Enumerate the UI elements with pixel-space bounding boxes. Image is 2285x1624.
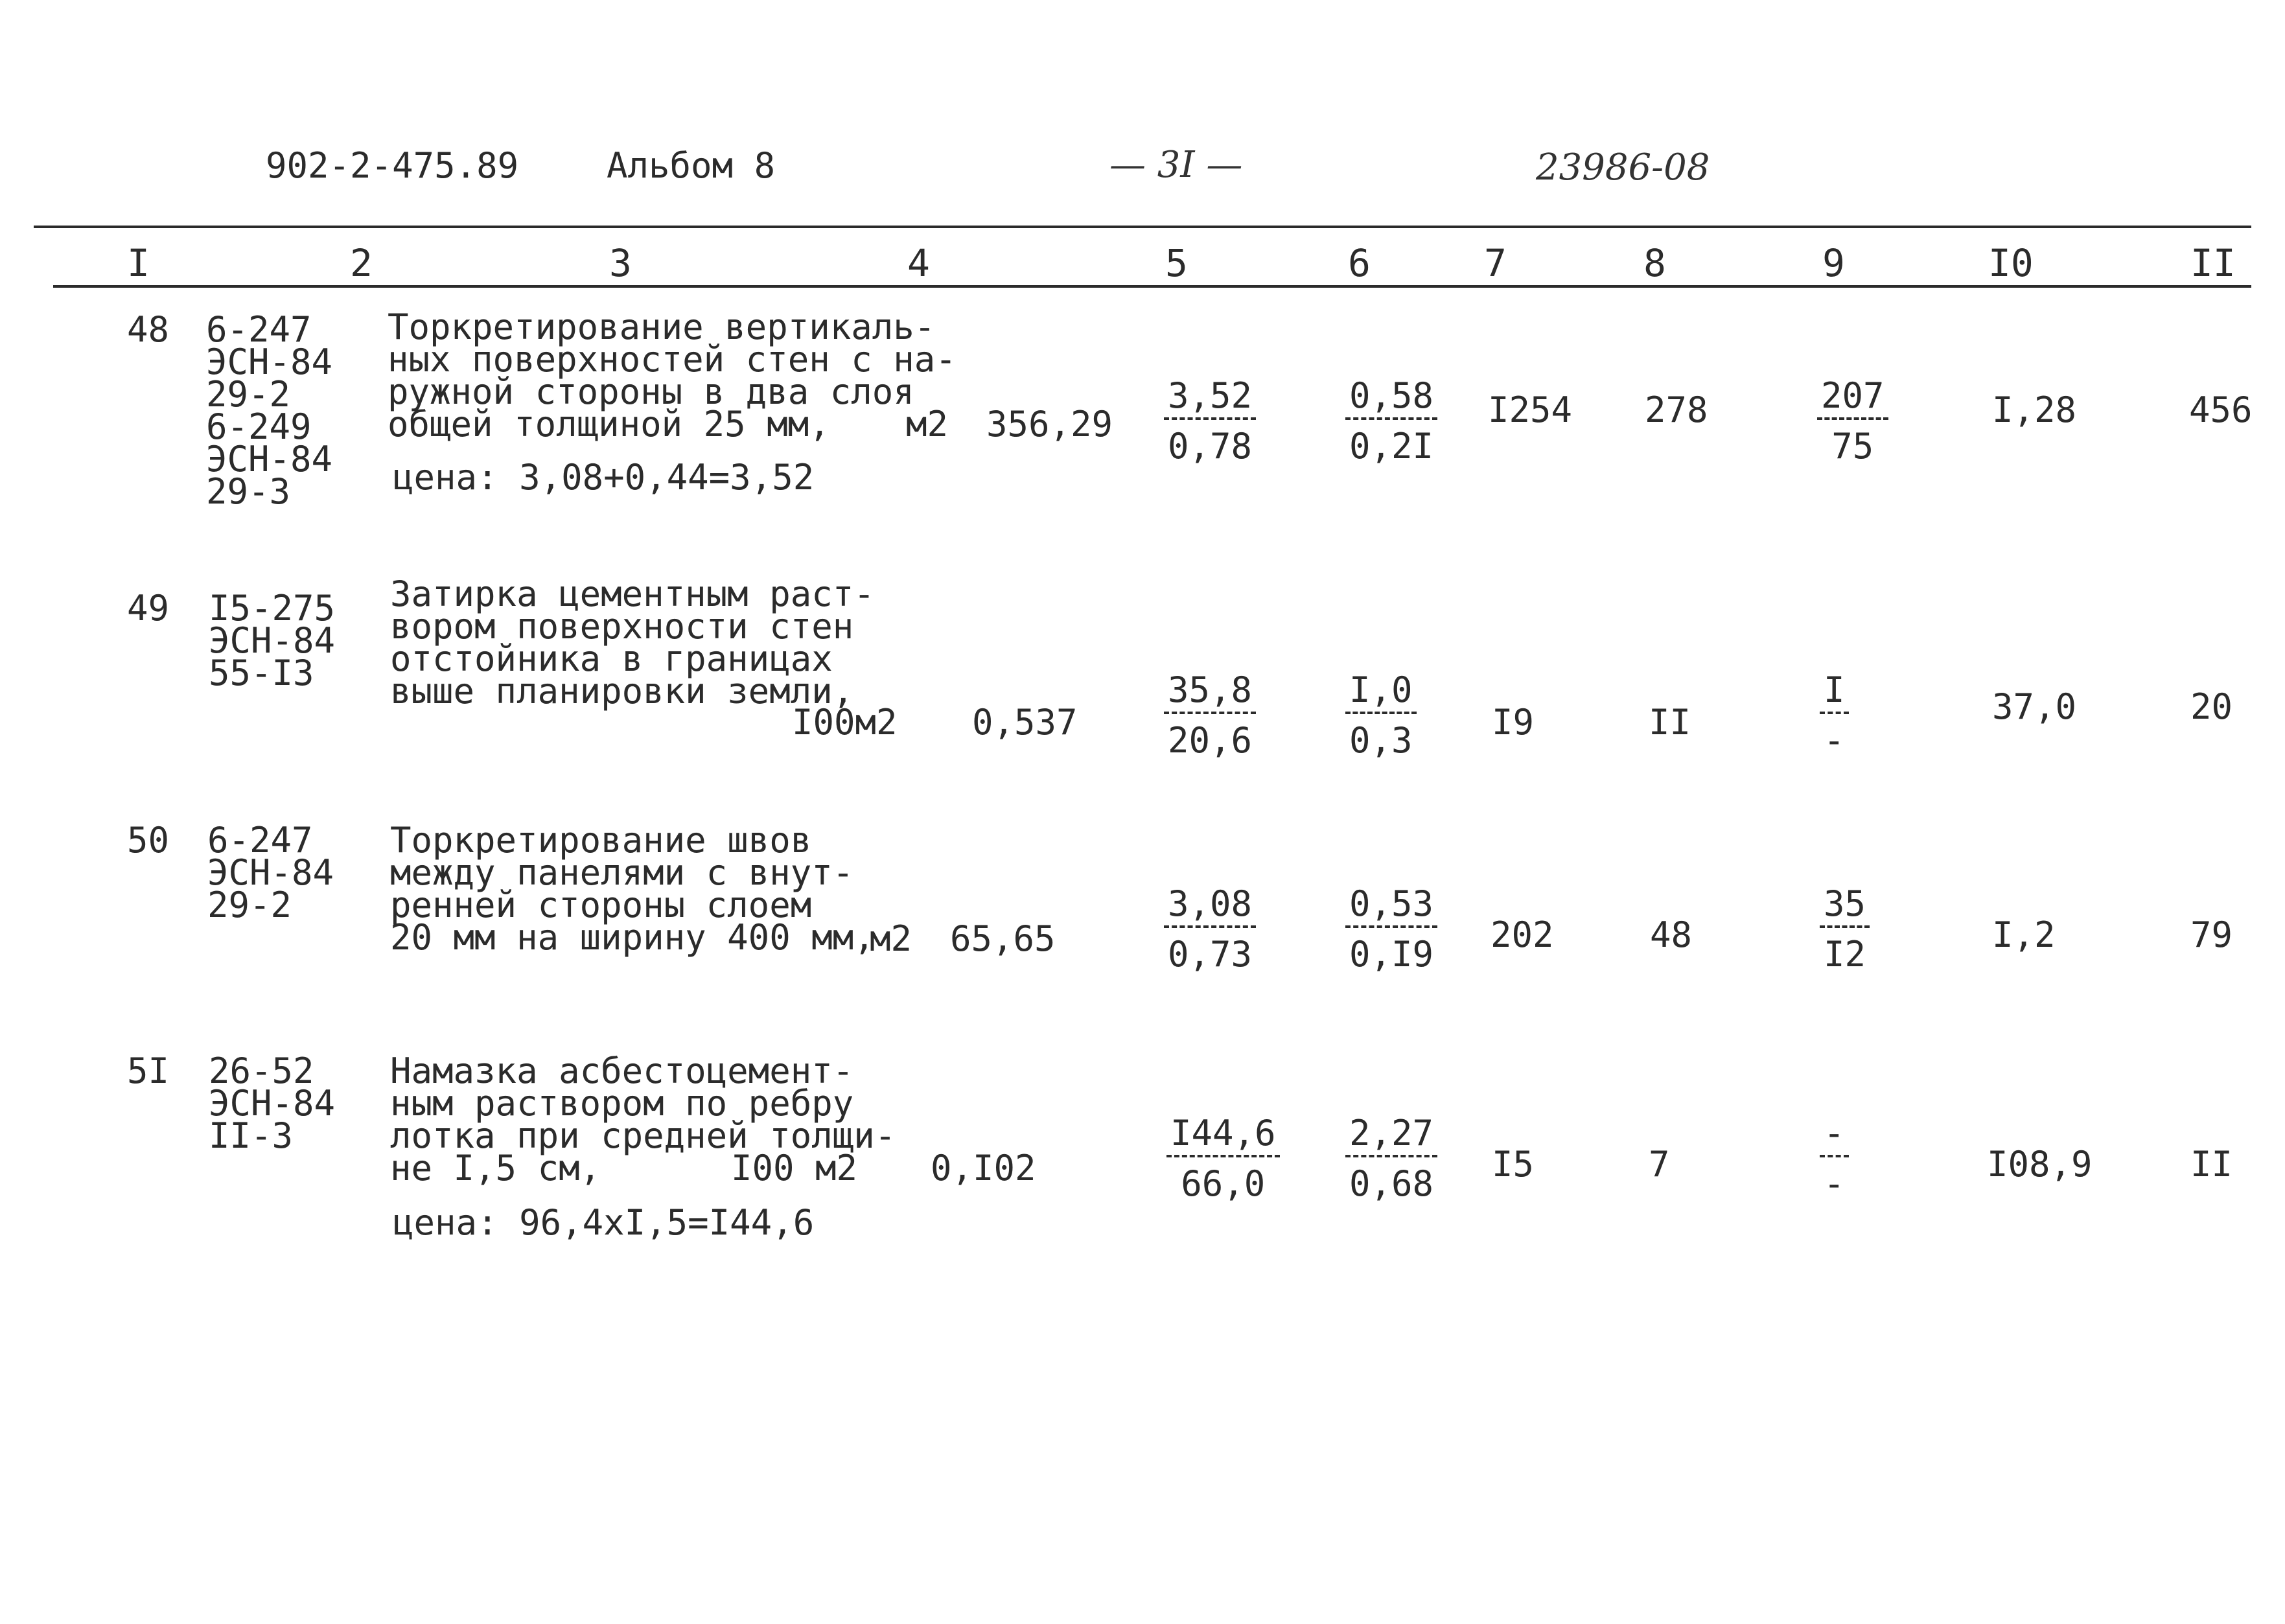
col5-bottom: 66,0 xyxy=(1181,1163,1266,1204)
unit: I00м2 xyxy=(792,702,898,743)
column-number: 3 xyxy=(609,241,632,285)
col9-top: I xyxy=(1820,673,1849,714)
column-number: 6 xyxy=(1348,241,1371,285)
col8-value: 48 xyxy=(1650,914,1693,955)
column-number: 4 xyxy=(907,241,930,285)
quantity: 65,65 xyxy=(950,918,1056,959)
col9-top: - xyxy=(1820,1116,1849,1157)
work-description: Намазка асбестоцемент- ным раствором по ребру лотка при средней толщи- не I,5 см, xyxy=(390,1050,896,1189)
header-bottom-rule xyxy=(53,285,2251,288)
col10-value: 37,0 xyxy=(1992,686,2077,727)
col6-fraction xyxy=(1345,669,1417,761)
col11-value: 456 xyxy=(2189,389,2253,430)
col9-top: 35 xyxy=(1820,887,1870,928)
handwritten-stamp: 23986-08 xyxy=(1536,146,1710,189)
norm-codes: I5-275 ЭСН-84 55-I3 xyxy=(209,588,336,693)
col9-bottom: - xyxy=(1824,1163,1845,1204)
col9-bottom: I2 xyxy=(1824,934,1866,975)
quantity: 356,29 xyxy=(986,404,1113,445)
col10-value: I,2 xyxy=(1992,914,2056,955)
top-rule xyxy=(34,226,2251,228)
col5-fraction xyxy=(1164,375,1256,467)
row-number: 48 xyxy=(127,309,170,350)
price-note: цена: 96,4xI,5=I44,6 xyxy=(393,1202,815,1243)
col9-bottom: 75 xyxy=(1831,426,1874,467)
col6-fraction xyxy=(1345,883,1437,975)
column-number: 2 xyxy=(350,241,373,285)
col11-value: II xyxy=(2190,1144,2233,1185)
work-description: Затирка цементным раст- вором поверхности стен отстойника в границах выше планировки земли, xyxy=(390,574,875,712)
col6-fraction xyxy=(1345,1113,1437,1204)
norm-codes: 26-52 ЭСН-84 II-3 xyxy=(209,1050,336,1156)
work-description: Торкретирование вертикаль- ных поверхностей стен с на- ружной стороны в два слоя общей толщиной 25 мм, xyxy=(388,307,957,445)
page-number: — 3I — xyxy=(1109,144,1243,186)
col5-bottom: 20,6 xyxy=(1168,720,1253,761)
column-number: I0 xyxy=(1988,241,2034,285)
col9-fraction xyxy=(1820,669,1849,761)
column-number: 8 xyxy=(1643,241,1666,285)
column-number: II xyxy=(2190,241,2236,285)
quantity: 0,537 xyxy=(972,702,1078,743)
unit: м2 xyxy=(870,918,912,959)
unit: м2 xyxy=(906,404,949,445)
col6-top: 0,58 xyxy=(1345,378,1437,420)
col7-value: 202 xyxy=(1490,914,1554,955)
row-number: 5I xyxy=(127,1050,170,1091)
col10-value: I,28 xyxy=(1992,389,2077,430)
col5-bottom: 0,73 xyxy=(1168,934,1253,975)
col6-top: 2,27 xyxy=(1345,1116,1437,1157)
col5-top: 3,52 xyxy=(1164,378,1256,420)
col5-top: I44,6 xyxy=(1166,1116,1280,1157)
col8-value: 7 xyxy=(1649,1144,1670,1185)
col11-value: 20 xyxy=(2190,686,2233,727)
unit: I00 м2 xyxy=(731,1148,858,1189)
col9-fraction xyxy=(1820,883,1870,975)
column-number: I xyxy=(127,241,150,285)
col6-bottom: 0,I9 xyxy=(1349,934,1434,975)
col7-value: I9 xyxy=(1492,702,1535,743)
col9-fraction xyxy=(1817,375,1888,467)
norm-codes: 6-247 ЭСН-84 29-2 6-249 ЭСН-84 29-3 xyxy=(206,309,333,512)
price-note: цена: 3,08+0,44=3,52 xyxy=(393,457,815,498)
col5-top: 3,08 xyxy=(1164,887,1256,928)
column-number: 7 xyxy=(1484,241,1507,285)
col6-fraction xyxy=(1345,375,1437,467)
col9-top: 207 xyxy=(1817,378,1888,420)
col7-value: I5 xyxy=(1492,1144,1535,1185)
col8-value: II xyxy=(1649,702,1691,743)
row-number: 49 xyxy=(127,588,170,629)
col11-value: 79 xyxy=(2190,914,2233,955)
norm-codes: 6-247 ЭСН-84 29-2 xyxy=(207,820,334,925)
col5-bottom: 0,78 xyxy=(1168,426,1253,467)
col6-bottom: 0,3 xyxy=(1349,720,1413,761)
col5-fraction xyxy=(1164,669,1256,761)
col8-value: 278 xyxy=(1645,389,1708,430)
row-number: 50 xyxy=(127,820,170,861)
col5-top: 35,8 xyxy=(1164,673,1256,714)
col9-fraction xyxy=(1820,1113,1849,1204)
column-number: 5 xyxy=(1165,241,1188,285)
column-number: 9 xyxy=(1822,241,1845,285)
quantity: 0,I02 xyxy=(931,1148,1036,1189)
col10-value: I08,9 xyxy=(1987,1144,2093,1185)
document-code: 902-2-475.89 xyxy=(266,145,519,186)
col6-top: 0,53 xyxy=(1345,887,1437,928)
col7-value: I254 xyxy=(1488,389,1573,430)
col5-fraction xyxy=(1166,1113,1280,1204)
col6-top: I,0 xyxy=(1345,673,1417,714)
work-description: Торкретирование швов между панелями с внут- ренней стороны слоем 20 мм на ширину 400 мм, xyxy=(390,820,875,958)
col6-bottom: 0,68 xyxy=(1349,1163,1434,1204)
album-label: Альбом 8 xyxy=(607,145,776,186)
col5-fraction xyxy=(1164,883,1256,975)
col6-bottom: 0,2I xyxy=(1349,426,1434,467)
col9-bottom: - xyxy=(1824,720,1845,761)
